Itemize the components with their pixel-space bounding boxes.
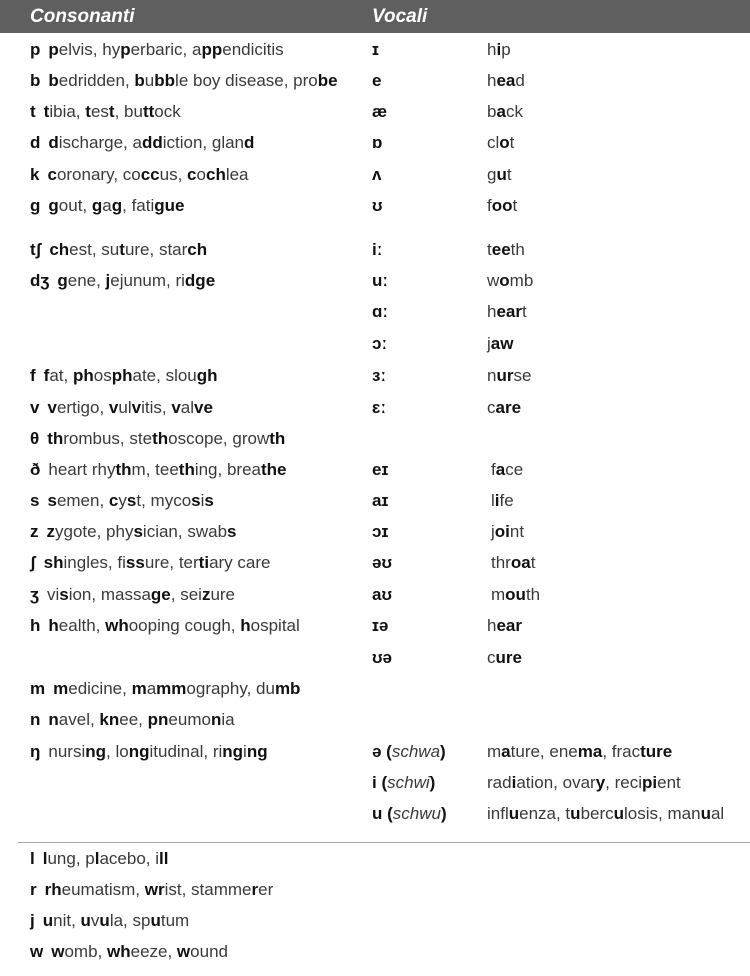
- vowel-symbol: eɪ: [372, 460, 389, 479]
- vowel-symbol: ɜː: [372, 366, 387, 385]
- vowel-symbol: ɑː: [372, 302, 389, 321]
- vowel-examples: jaw: [487, 334, 514, 353]
- consonant-row: [30, 193, 184, 219]
- vowel-examples: womb: [487, 271, 534, 290]
- consonant-symbol: k: [30, 165, 40, 184]
- vowel-examples: hip: [487, 40, 511, 59]
- consonant-row: [30, 457, 287, 483]
- consonant-row: [30, 99, 181, 125]
- consonant-examples: unit, uvula, sputum: [42, 911, 190, 930]
- consonant-examples: gene, jejunum, ridge: [57, 271, 216, 290]
- vowel-examples: hear: [487, 616, 522, 635]
- vowel-examples: heart: [487, 302, 527, 321]
- vowel-symbol: əʊ: [372, 553, 393, 572]
- consonant-examples: nursing, longitudinal, ringing: [48, 742, 268, 761]
- vowel-symbol: aɪ: [372, 491, 389, 510]
- vowel-examples: nurse: [487, 366, 532, 385]
- vowel-symbol: ʊ: [372, 196, 383, 215]
- consonant-examples: vision, massage, seizure: [46, 585, 236, 604]
- vowel-examples: influenza, tuberculosis, manual: [487, 804, 725, 823]
- vowel-symbol: uː: [372, 271, 389, 290]
- vowel-symbol: aʊ: [372, 585, 393, 604]
- consonant-row: [30, 363, 218, 389]
- consonant-row: [30, 395, 213, 421]
- table-header: [0, 0, 750, 33]
- vowel-symbol: i (schwi): [372, 773, 436, 792]
- consonant-row: [30, 268, 215, 294]
- vowel-symbol: ɔː: [372, 334, 388, 353]
- consonant-examples: chest, suture, starch: [49, 240, 208, 259]
- vowel-symbol: ə (schwa): [372, 742, 446, 761]
- vowel-symbol: ɪ: [372, 40, 379, 59]
- consonant-symbol: p: [30, 40, 41, 59]
- consonant-examples: discharge, addiction, gland: [48, 133, 255, 152]
- consonant-symbol: ʒ: [30, 585, 39, 604]
- consonant-symbol: s: [30, 491, 40, 510]
- vowel-symbol: ɪə: [372, 616, 389, 635]
- consonant-symbol: j: [30, 911, 35, 930]
- consonant-symbol: tʃ: [30, 240, 42, 259]
- vowel-examples: head: [487, 71, 525, 90]
- consonant-symbol: f: [30, 366, 36, 385]
- vowel-examples: throat: [491, 553, 536, 572]
- consonant-symbol: w: [30, 942, 44, 961]
- consonant-examples: vertigo, vulvitis, valve: [47, 398, 213, 417]
- vowel-examples: gut: [487, 165, 512, 184]
- consonant-symbol: b: [30, 71, 41, 90]
- consonant-symbol: m: [30, 679, 46, 698]
- vowel-examples: clot: [487, 133, 515, 152]
- consonant-row: [30, 739, 268, 765]
- consonant-examples: rheumatism, wrist, stammerer: [44, 880, 274, 899]
- vowel-examples: cure: [487, 648, 522, 667]
- vowels-heading: Vocali: [372, 6, 428, 27]
- vowel-symbol: e: [372, 71, 382, 90]
- consonant-symbol: t: [30, 102, 36, 121]
- consonant-row: [30, 846, 168, 872]
- consonant-symbol: n: [30, 710, 41, 729]
- consonant-examples: lung, placebo, ill: [42, 849, 169, 868]
- vowel-examples: face: [491, 460, 524, 479]
- consonant-examples: coronary, coccus, cochlea: [47, 165, 249, 184]
- vowel-symbol: æ: [372, 102, 388, 121]
- vowel-examples: mouth: [491, 585, 541, 604]
- consonant-row: [30, 582, 235, 608]
- consonant-row: [30, 426, 285, 452]
- vowel-examples: foot: [487, 196, 518, 215]
- consonant-examples: health, whooping cough, hospital: [48, 616, 300, 635]
- consonant-symbol: v: [30, 398, 40, 417]
- vowel-symbol: ɛː: [372, 398, 387, 417]
- consonant-examples: heart rhythm, teething, breathe: [48, 460, 287, 479]
- consonant-row: [30, 550, 270, 576]
- consonant-examples: zygote, physician, swabs: [46, 522, 237, 541]
- consonant-symbol: h: [30, 616, 41, 635]
- consonant-examples: navel, knee, pneumonia: [48, 710, 235, 729]
- consonant-row: [30, 519, 237, 545]
- consonant-examples: bedridden, bubble boy disease, probe: [48, 71, 338, 90]
- consonant-symbol: l: [30, 849, 35, 868]
- vowel-symbol: ʊə: [372, 648, 393, 667]
- vowel-examples: radiation, ovary, recipient: [487, 773, 681, 792]
- consonant-row: [30, 939, 228, 965]
- consonant-examples: shingles, fissure, tertiary care: [43, 553, 271, 572]
- vowel-symbol: ɒ: [372, 133, 383, 152]
- section-divider: [18, 842, 750, 843]
- consonant-symbol: r: [30, 880, 37, 899]
- consonant-row: [30, 676, 300, 702]
- consonant-symbol: dʒ: [30, 271, 50, 290]
- consonant-examples: semen, cyst, mycosis: [47, 491, 214, 510]
- consonant-symbol: g: [30, 196, 41, 215]
- consonant-row: [30, 488, 214, 514]
- consonant-symbol: ŋ: [30, 742, 41, 761]
- consonant-examples: fat, phosphate, slough: [43, 366, 218, 385]
- consonant-symbol: ʃ: [30, 553, 36, 572]
- vowel-examples: life: [491, 491, 514, 510]
- consonant-row: [30, 130, 254, 156]
- consonant-examples: pelvis, hyperbaric, appendicitis: [48, 40, 284, 59]
- vowel-symbol: u (schwu): [372, 804, 447, 823]
- vowel-examples: joint: [491, 522, 525, 541]
- vowel-examples: mature, enema, fracture: [487, 742, 673, 761]
- consonant-examples: womb, wheeze, wound: [51, 942, 228, 961]
- vowel-examples: back: [487, 102, 523, 121]
- consonant-row: [30, 37, 284, 63]
- consonant-examples: medicine, mammography, dumb: [53, 679, 301, 698]
- consonant-row: [30, 237, 207, 263]
- consonant-symbol: d: [30, 133, 41, 152]
- consonant-row: [30, 908, 189, 934]
- consonants-heading: Consonanti: [30, 6, 135, 27]
- consonant-row: [30, 162, 249, 188]
- consonant-symbol: ð: [30, 460, 41, 479]
- consonant-examples: gout, gag, fatigue: [48, 196, 185, 215]
- consonant-row: [30, 613, 300, 639]
- vowel-examples: teeth: [487, 240, 525, 259]
- consonant-row: [30, 707, 235, 733]
- vowel-symbol: ɔɪ: [372, 522, 389, 541]
- consonant-examples: thrombus, stethoscope, growth: [47, 429, 286, 448]
- consonant-examples: tibia, test, buttock: [43, 102, 181, 121]
- vowel-symbol: iː: [372, 240, 383, 259]
- consonant-symbol: z: [30, 522, 39, 541]
- vowel-examples: care: [487, 398, 522, 417]
- consonant-symbol: θ: [30, 429, 40, 448]
- consonant-row: [30, 877, 273, 903]
- consonant-row: [30, 68, 338, 94]
- vowel-symbol: ʌ: [372, 165, 382, 184]
